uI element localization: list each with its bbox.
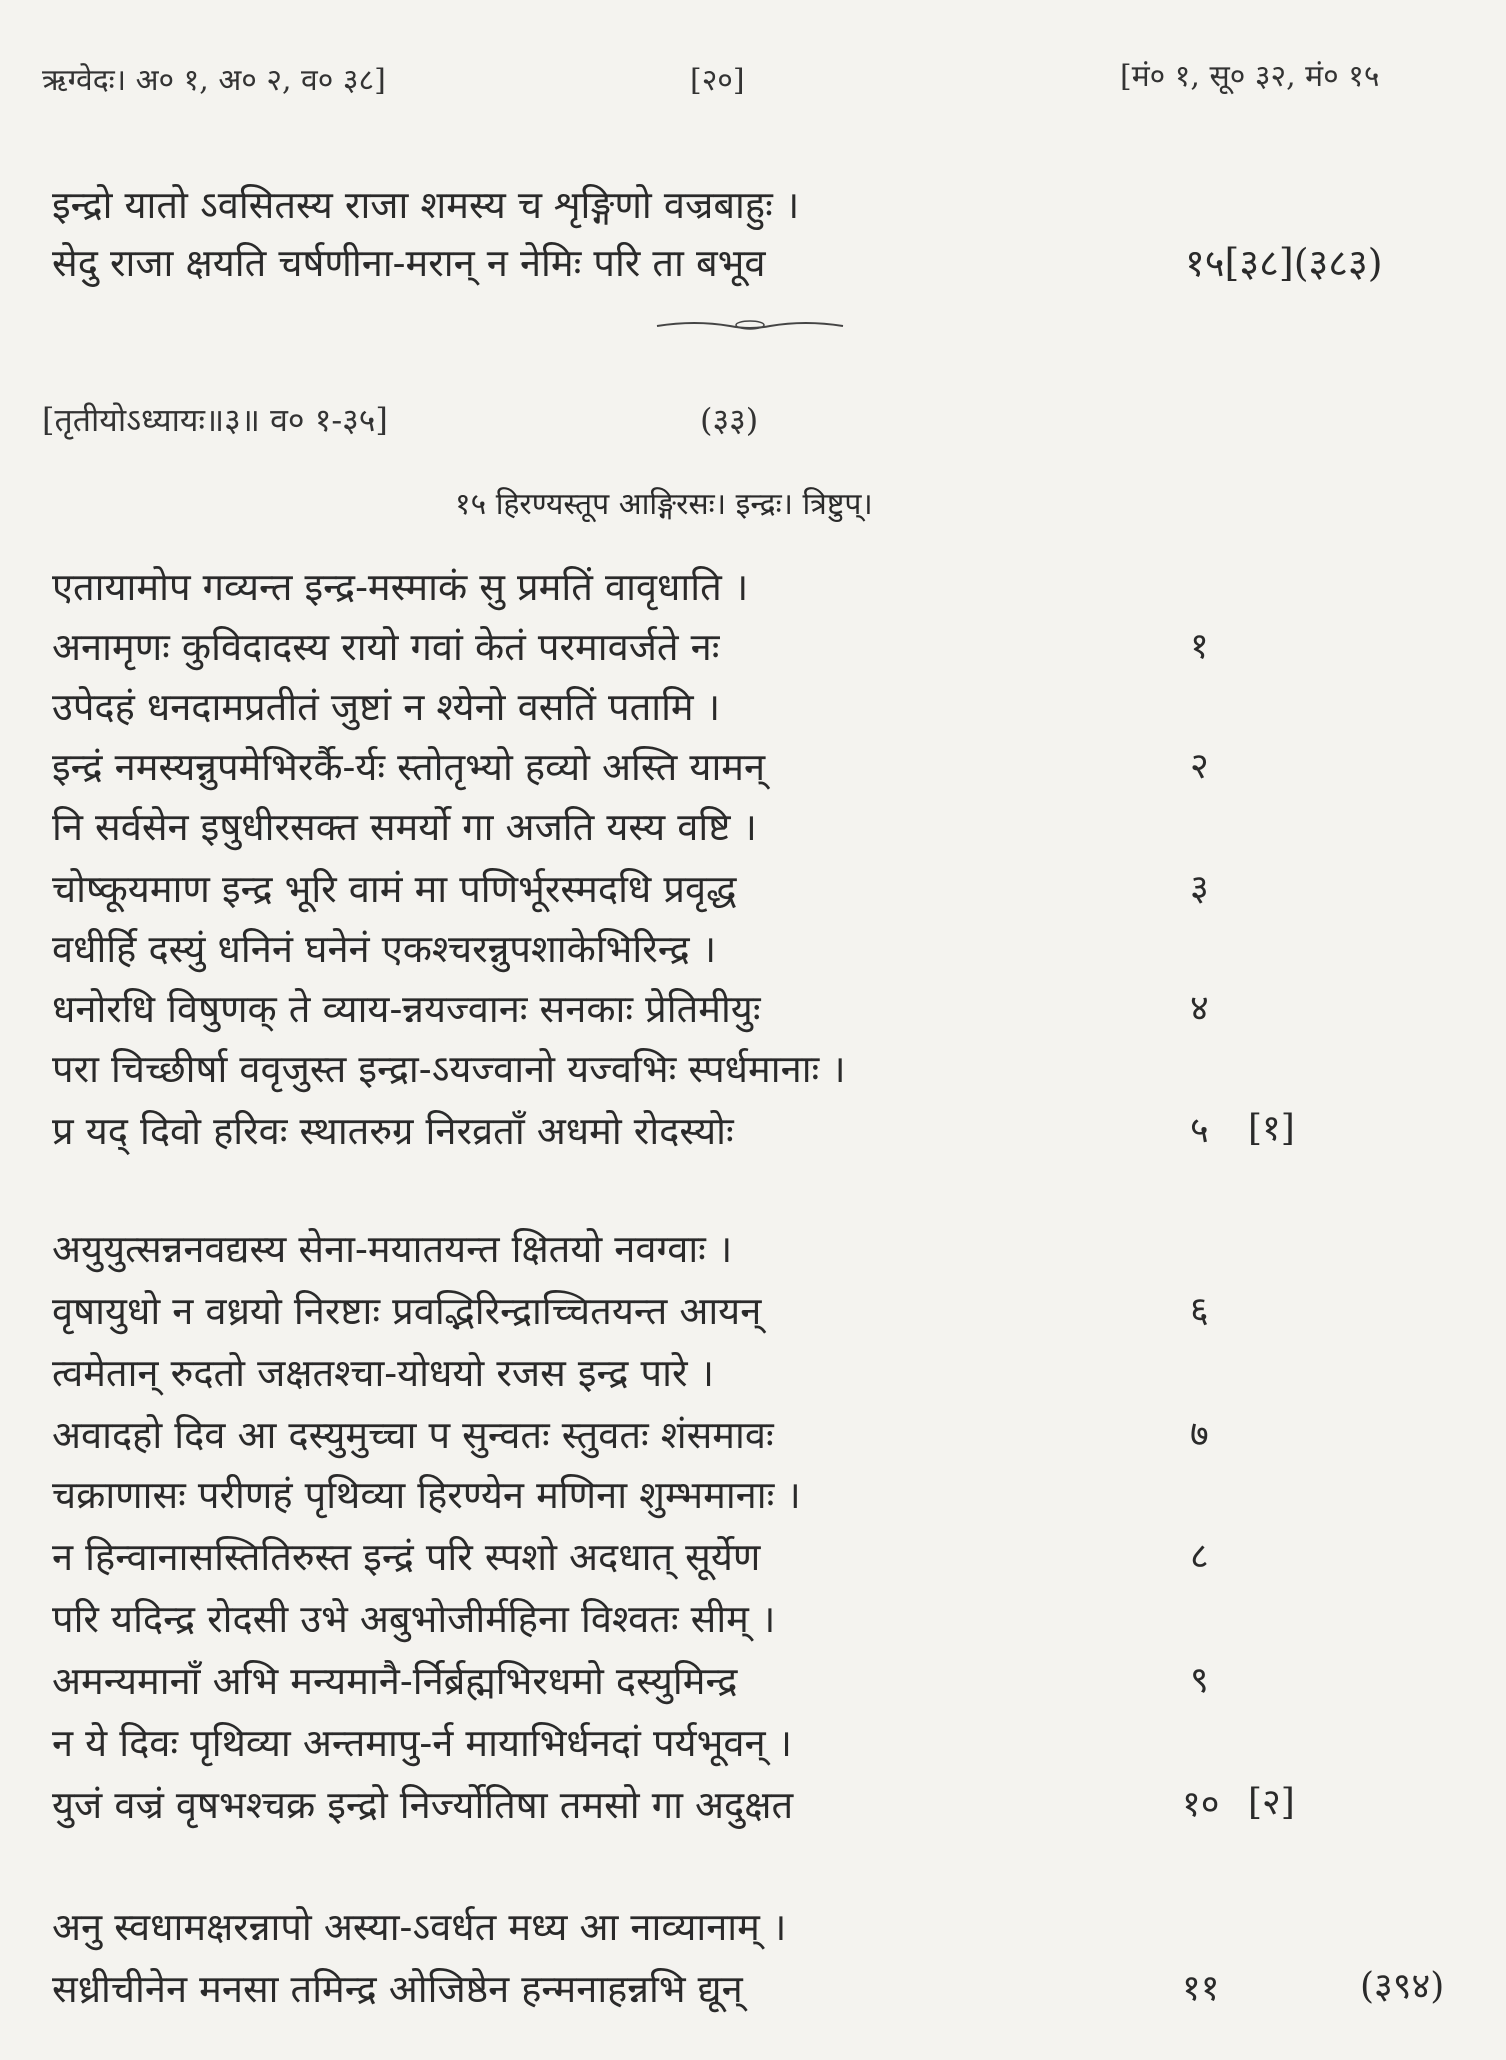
header-right: [मं० १, सू० ३२, मं० १५	[1120, 59, 1380, 94]
adhyaya-heading: [तृतीयोऽध्यायः॥३॥ व० १-३५]	[42, 401, 388, 439]
verse-line: युजं वज्रं वृषभश्चक्र इन्द्रो निर्ज्योतिषा तमसो गा अदुक्षत	[52, 1783, 794, 1827]
verse-line: चोष्कूयमाण इन्द्र भूरि वामं मा पणिर्भूरस्मदधि प्रवृद्ध	[52, 867, 737, 911]
prev-hymn-verse-number: १५[३८](३८३)	[1185, 241, 1383, 285]
header-left: ऋग्वेदः। अ० १, अ० २, व० ३८]	[42, 63, 386, 98]
verse-line: अवादहो दिव आ दस्युमुच्चा प सुन्वतः स्तुवतः शंसमावः	[52, 1413, 774, 1457]
varga-number: [१]	[1248, 1108, 1295, 1149]
verse-line: प्र यद् दिवो हरिवः स्थातरुग्र निरव्रताँ अधमो रोदस्योः	[52, 1109, 734, 1153]
ornament-divider	[655, 318, 845, 332]
verse-line: चक्राणासः परीणहं पृथिव्या हिरण्येन मणिना शुम्भमानाः ।	[52, 1473, 801, 1517]
verse-line: इन्द्रं नमस्यन्नुपमेभिरर्कै-र्यः स्तोतृभ्यो हव्यो अस्ति यामन्	[52, 745, 766, 789]
verse-number: ७	[1190, 1414, 1209, 1455]
verse-line: अनामृणः कुविदादस्य रायो गवां केतं परमावर्जते नः	[52, 625, 720, 669]
verse-line: वधीर्हि दस्युं धनिनं घनेनं एकश्चरन्नुपशाकेभिरिन्द्र ।	[52, 927, 717, 971]
verse-line: वृषायुधो न वध्रयो निरष्टाः प्रवद्भिरिन्द्राच्चितयन्त आयन्	[52, 1289, 762, 1333]
verse-line: परा चिच्छीर्षा ववृजुस्त इन्द्रा-ऽयज्वानो यज्वभिः स्पर्धमानाः ।	[52, 1047, 846, 1091]
header-center: [२०]	[690, 63, 745, 98]
verse-number: ३	[1190, 868, 1209, 909]
sukta-number: (३३)	[700, 401, 759, 439]
varga-number: [२]	[1248, 1782, 1295, 1823]
verse-line: धनोरधि विषुणक् ते व्याय-न्नयज्वानः सनकाः प्रेतिमीयुः	[52, 987, 761, 1031]
verse-line: अयुयुत्सन्ननवद्यस्य सेना-मयातयन्त क्षितयो नवग्वाः ।	[52, 1227, 733, 1271]
verse-line: न हिन्वानासस्तितिरुस्त इन्द्रं परि स्पशो अदधात् सूर्येण	[52, 1535, 761, 1579]
verse-line: न ये दिवः पृथिव्या अन्तमापु-र्न मायाभिर्धनदां पर्यभूवन् ।	[52, 1721, 793, 1765]
verse-number: ११	[1182, 1968, 1220, 2009]
prev-hymn-line-1: इन्द्रो यातो ऽवसितस्य राजा शमस्य च शृङ्गिणो वज्रबाहुः ।	[52, 183, 800, 227]
verse-line: त्वमेतान् रुदतो जक्षतश्चा-योधयो रजस इन्द्र पारे ।	[52, 1351, 714, 1395]
verse-number: २	[1190, 746, 1209, 787]
verse-number: १	[1190, 626, 1209, 667]
verse-line: एतायामोप गव्यन्त इन्द्र-मस्माकं सु प्रमतिं वावृधाति ।	[52, 565, 749, 609]
verse-number: ६	[1190, 1290, 1209, 1331]
sukta-meta: १५ हिरण्यस्तूप आङ्गिरसः। इन्द्रः। त्रिष्टुप्।	[455, 487, 873, 522]
verse-line: परि यदिन्द्र रोदसी उभे अबुभोजीर्महिना विश्वतः सीम् ।	[52, 1597, 776, 1641]
verse-line: नि सर्वसेन इषुधीरसक्त समर्यो गा अजति यस्य वष्टि ।	[52, 805, 757, 849]
verse-number: ४	[1190, 988, 1209, 1029]
verse-line: सध्रीचीनेन मनसा तमिन्द्र ओजिष्ठेन हन्मनाहन्नभि द्यून्	[52, 1967, 743, 2011]
verse-number: १०	[1182, 1784, 1220, 1825]
varga-number: (३९४)	[1360, 1966, 1445, 2007]
verse-number: ८	[1190, 1536, 1209, 1577]
verse-line: अमन्यमानाँ अभि मन्यमानै-र्निर्ब्रह्मभिरधमो दस्युमिन्द्र	[52, 1659, 738, 1703]
verse-number: ९	[1190, 1660, 1209, 1701]
prev-hymn-line-2: सेदु राजा क्षयति चर्षणीना-मरान् न नेमिः परि ता बभूव	[52, 241, 766, 285]
verse-number: ५	[1190, 1110, 1209, 1151]
verse-line: उपेदहं धनदामप्रतीतं जुष्टां न श्येनो वसतिं पतामि ।	[52, 685, 721, 729]
verse-line: अनु स्वधामक्षरन्नापो अस्या-ऽवर्धत मध्य आ नाव्यानाम् ।	[52, 1905, 787, 1949]
